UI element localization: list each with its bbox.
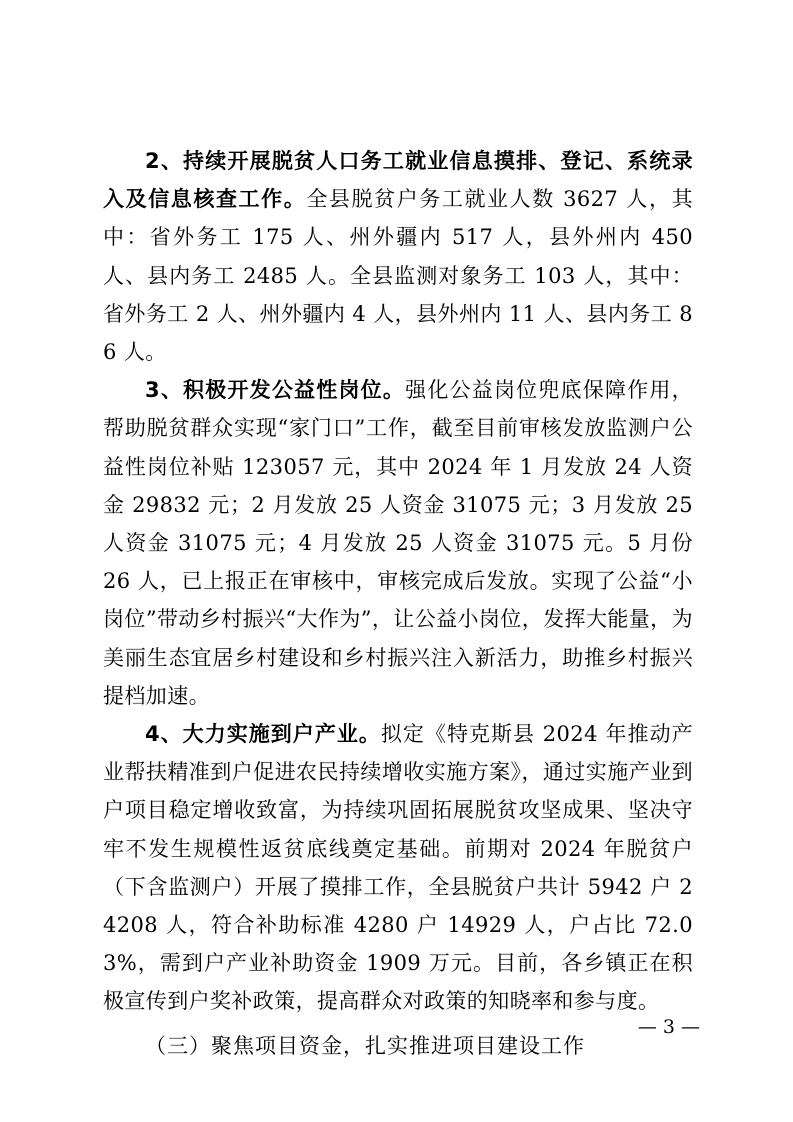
paragraph-lead: 3、积极开发公益性岗位。	[145, 378, 406, 403]
paragraph-text: 强化公益岗位兜底保障作用，帮助脱贫群众实现“家门口”工作，截至目前审核发放监测户公益性岗位补贴 123057 元，其中 2024 年 1 月发放 24 人资金 29832 元；2 月发放 25 人资金 31075 元；3 月发放 25 人资金 31075 元；4 月发放 25 人资金 31075 元。5 月份 26 人，已上报正在审核中，审核完成后发放。实现了公益“小岗位”带动乡村振兴“大作为”，让公益小岗位，发挥大能量，为美丽生态宜居乡村建设和乡村振兴注入新活力，助推乡村振兴提档加速。	[103, 378, 693, 708]
paragraph-text: 全县脱贫户务工就业人数 3627 人，其中：省外务工 175 人、州外疆内 517 人，县外州内 450 人、县内务工 2485 人。全县监测对象务工 103 人，其中：省外务工 2 人、州外疆内 4 人，县外州内 11 人、县内务工 86 人。	[103, 187, 693, 365]
paragraph-text: 拟定《特克斯县 2024 年推动产业帮扶精准到户促进农民持续增收实施方案》，通过实施产业到户项目稳定增收致富，为持续巩固拓展脱贫攻坚成果、坚决守牢不发生规模性返贫底线奠定基础。前期对 2024 年脱贫户（下含监测户）开展了摸排工作，全县脱贫户共计 5942 户 24208 人，符合补助标准 4280 户 14929 人，户占比 72.03%，需到户产业补助资金 1909 万元。目前，各乡镇正在积极宣传到户奖补政策，提高群众对政策的知晓率和参与度。	[103, 722, 694, 1014]
paragraph-lead: 4、大力实施到户产业。	[145, 722, 381, 747]
paragraph-public-welfare-posts	[103, 371, 693, 715]
page-number: — 3 —	[637, 1016, 700, 1038]
paragraph-lead: 2、持续开展脱贫人口务工就业信息摸排、登记、系统录入及信息核查工作。	[103, 149, 693, 212]
section-subheading: （三）聚焦项目资金，扎实推进项目建设工作	[145, 1033, 585, 1058]
paragraph-household-industry	[103, 715, 693, 1021]
paragraph-employment-info	[103, 142, 693, 371]
document-body	[103, 142, 693, 1065]
